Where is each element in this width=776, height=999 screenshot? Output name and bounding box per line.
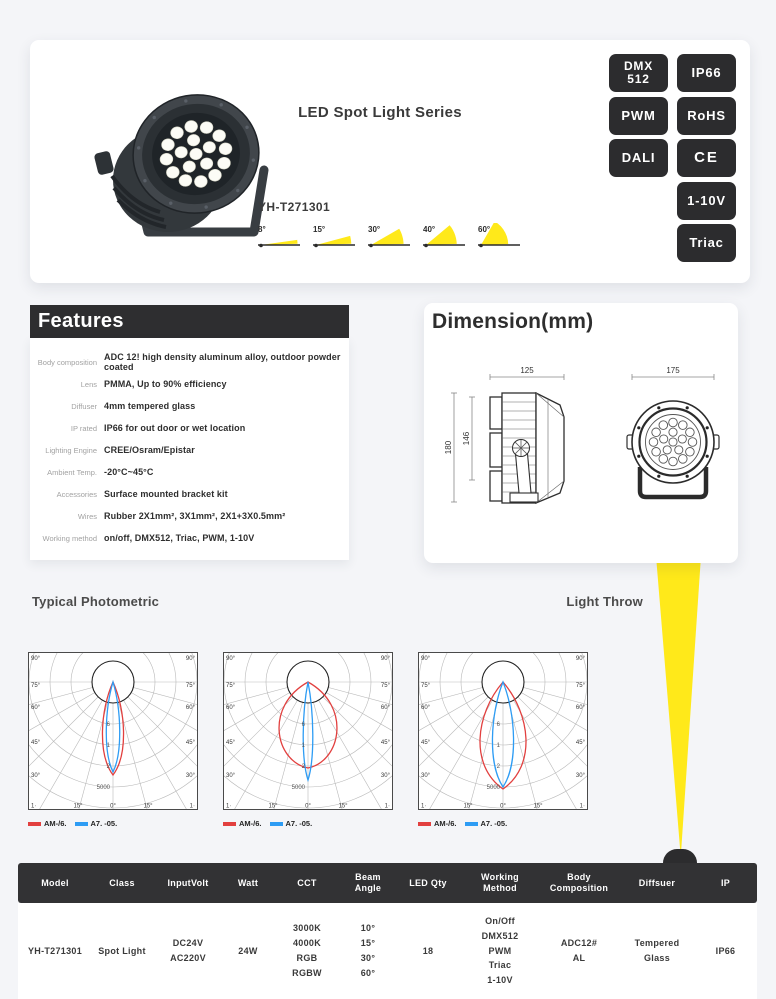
beam-angle-icon [421, 223, 467, 249]
feature-value: PMMA, Up to 90% efficiency [104, 379, 227, 389]
svg-text:1: 1 [301, 743, 305, 749]
legend-swatch [418, 822, 431, 826]
legend-swatch [75, 822, 88, 826]
svg-text:90°: 90° [575, 656, 585, 662]
svg-text:30°: 30° [185, 773, 195, 779]
svg-text:45°: 45° [185, 740, 195, 746]
badge-pwm: PWM [609, 97, 668, 135]
table-body-cell: Tempered Glass [634, 938, 680, 963]
svg-text:45°: 45° [421, 740, 431, 746]
svg-text:30°: 30° [380, 773, 390, 779]
table-body-cell: IP66 [715, 945, 736, 956]
legend-swatch [223, 822, 236, 826]
table-header-cell: CCT [297, 877, 317, 888]
spotlight-fixture-silhouette [663, 849, 697, 863]
legend-entry: AM-/6. [223, 819, 262, 828]
beam-angle-icon [366, 223, 412, 249]
svg-text:75°: 75° [185, 683, 195, 689]
svg-text:0°: 0° [500, 803, 506, 810]
badge-triac: Triac [677, 224, 736, 262]
svg-text:15°: 15° [533, 803, 543, 810]
svg-text:90°: 90° [421, 656, 431, 662]
svg-text:1·: 1· [384, 803, 390, 810]
svg-text:90°: 90° [31, 656, 41, 662]
svg-text:15°: 15° [73, 803, 83, 810]
svg-text:15°: 15° [143, 803, 153, 810]
table-body-cell: 24W [238, 945, 258, 956]
legend-entry: A7. -05. [465, 819, 508, 828]
photometric-chart-1 [28, 652, 198, 828]
table-body-cell: On/Off DMX512 PWM Triac 1-10V [481, 915, 519, 986]
svg-text:75°: 75° [31, 683, 41, 689]
beam-angle-icon [256, 223, 302, 249]
dimension-drawing [424, 345, 738, 562]
svg-text:1: 1 [496, 743, 500, 749]
svg-text:45°: 45° [31, 740, 41, 746]
feature-value: Surface mounted bracket kit [104, 489, 228, 499]
svg-text:60°: 60° [226, 705, 236, 711]
feature-label: Lighting Engine [45, 445, 97, 455]
svg-text:125: 125 [520, 366, 534, 375]
svg-text:30°: 30° [368, 225, 381, 234]
table-header-cell: InputVolt [167, 877, 209, 888]
feature-row [30, 417, 349, 439]
feature-row [30, 483, 349, 505]
svg-text:1·: 1· [189, 803, 195, 810]
svg-text:90°: 90° [380, 656, 390, 662]
svg-text:6: 6 [496, 722, 500, 728]
feature-value: ADC 12! high density aluminum alloy, outdoor powder coated [104, 352, 341, 372]
legend-swatch [270, 822, 283, 826]
svg-text:15°: 15° [268, 803, 278, 810]
svg-text:1·: 1· [579, 803, 585, 810]
legend-entry: AM-/6. [418, 819, 457, 828]
model-number: YH-T271301 [258, 200, 331, 214]
svg-text:30°: 30° [421, 773, 431, 779]
features-title: Features [38, 310, 124, 332]
feature-label: Diffuser [71, 401, 97, 411]
dimension-title: Dimension(mm) [432, 310, 594, 333]
legend-entry: A7. -05. [75, 819, 118, 828]
chart-legend [28, 819, 198, 828]
badge-rohs: RoHS [677, 97, 736, 135]
svg-text:5000: 5000 [291, 785, 305, 791]
badge-ce: CE [677, 139, 736, 177]
svg-text:75°: 75° [575, 683, 585, 689]
feature-value: IP66 for out door or wet location [104, 423, 246, 433]
feature-label: Wires [77, 511, 97, 521]
svg-text:146: 146 [462, 431, 471, 446]
svg-text:5000: 5000 [486, 785, 500, 791]
svg-text:45°: 45° [226, 740, 236, 746]
svg-text:1·: 1· [31, 803, 37, 810]
beam-angle-icon [311, 223, 357, 249]
hero-card [30, 40, 750, 283]
svg-text:60°: 60° [421, 705, 431, 711]
chart-legend [418, 819, 588, 828]
feature-label: Body composition [37, 357, 97, 367]
svg-text:8°: 8° [258, 225, 266, 234]
feature-value: Rubber 2X1mm², 3X1mm², 2X1+3X0.5mm² [104, 511, 286, 521]
photometric-chart-2 [223, 652, 393, 828]
table-body-cell: DC24V AC220V [170, 938, 206, 963]
spec-table-header [18, 863, 757, 903]
table-header-cell: IP [720, 877, 731, 888]
feature-row [30, 351, 349, 373]
table-body-cell: 3000K 4000K RGB RGBW [292, 923, 322, 978]
table-body-cell: Spot Light [98, 945, 146, 956]
photometric-chart-3 [418, 652, 588, 828]
svg-text:0°: 0° [110, 803, 116, 810]
svg-text:30°: 30° [226, 773, 236, 779]
svg-text:40°: 40° [423, 225, 436, 234]
table-header-cell: Diffsuer [638, 877, 676, 888]
svg-text:180: 180 [444, 440, 453, 455]
table-body-cell: YH-T271301 [27, 945, 83, 956]
beam-angle-icon [476, 223, 522, 249]
svg-text:2: 2 [106, 764, 110, 770]
svg-text:60°: 60° [575, 705, 585, 711]
light-throw-label: Light Throw [566, 594, 643, 609]
badge-dali: DALI [609, 139, 668, 177]
feature-label: Working method [42, 533, 97, 543]
table-header-cell: LED Qty [409, 877, 447, 888]
svg-text:60°: 60° [185, 705, 195, 711]
table-header-cell: Class [109, 877, 135, 888]
feature-row [30, 373, 349, 395]
chart-legend [223, 819, 393, 828]
feature-label: Ambient Temp. [47, 467, 97, 477]
svg-text:75°: 75° [421, 683, 431, 689]
feature-row [30, 527, 349, 549]
svg-text:75°: 75° [226, 683, 236, 689]
legend-entry: A7. -05. [270, 819, 313, 828]
feature-row [30, 505, 349, 527]
table-body-cell: 18 [422, 945, 434, 956]
svg-text:45°: 45° [380, 740, 390, 746]
polar-chart-svg [28, 652, 198, 810]
svg-text:1·: 1· [421, 803, 427, 810]
features-list [30, 338, 349, 560]
table-header-cell: Watt [237, 877, 259, 888]
svg-text:30°: 30° [31, 773, 41, 779]
feature-value: on/off, DMX512, Triac, PWM, 1-10V [104, 533, 255, 543]
svg-text:15°: 15° [313, 225, 326, 234]
features-header [30, 305, 349, 338]
svg-text:175: 175 [666, 366, 680, 375]
badge-ip66: IP66 [677, 54, 736, 92]
svg-text:60°: 60° [31, 705, 41, 711]
svg-text:90°: 90° [185, 656, 195, 662]
feature-value: -20°C~45°C [104, 467, 154, 477]
svg-text:2: 2 [496, 764, 500, 770]
table-header-cell: Beam Angle [354, 872, 382, 893]
svg-text:75°: 75° [380, 683, 390, 689]
svg-text:60°: 60° [478, 225, 491, 234]
svg-text:6: 6 [106, 722, 110, 728]
light-throw-beam [656, 556, 701, 857]
svg-text:60°: 60° [380, 705, 390, 711]
polar-chart-svg [223, 652, 393, 810]
badge-1-10v: 1-10V [677, 182, 736, 220]
table-header-cell: Body Composition [549, 872, 609, 893]
table-header-cell: Model [41, 877, 69, 888]
feature-value: 4mm tempered glass [104, 401, 196, 411]
svg-text:5000: 5000 [96, 785, 110, 791]
feature-row [30, 439, 349, 461]
photometric-section-label: Typical Photometric [32, 594, 160, 609]
table-body-cell: 10° 15° 30° 60° [360, 923, 376, 978]
svg-text:2: 2 [301, 764, 305, 770]
feature-label: IP rated [70, 423, 97, 433]
page-title: LED Spot Light Series [298, 104, 462, 121]
dimension-drawing-svg [424, 345, 738, 557]
svg-text:1·: 1· [226, 803, 232, 810]
svg-text:30°: 30° [575, 773, 585, 779]
svg-text:15°: 15° [463, 803, 473, 810]
feature-value: CREE/Osram/Epistar [104, 445, 195, 455]
svg-text:90°: 90° [226, 656, 236, 662]
svg-text:6: 6 [301, 722, 305, 728]
feature-label: Lens [80, 379, 97, 389]
svg-text:45°: 45° [575, 740, 585, 746]
feature-label: Accessories [56, 489, 97, 499]
table-header-cell: Working Method [481, 872, 519, 893]
legend-swatch [28, 822, 41, 826]
feature-row [30, 461, 349, 483]
legend-swatch [465, 822, 478, 826]
beam-angle-icons-row [256, 223, 522, 249]
table-body-cell: ADC12# AL [560, 938, 598, 963]
badge-dmx512: DMX 512 [609, 54, 668, 92]
feature-row [30, 395, 349, 417]
svg-text:15°: 15° [338, 803, 348, 810]
polar-chart-svg [418, 652, 588, 810]
legend-entry: AM-/6. [28, 819, 67, 828]
svg-text:1: 1 [106, 743, 110, 749]
dimension-card [424, 303, 738, 563]
svg-text:0°: 0° [305, 803, 311, 810]
spec-table-row [18, 903, 757, 999]
